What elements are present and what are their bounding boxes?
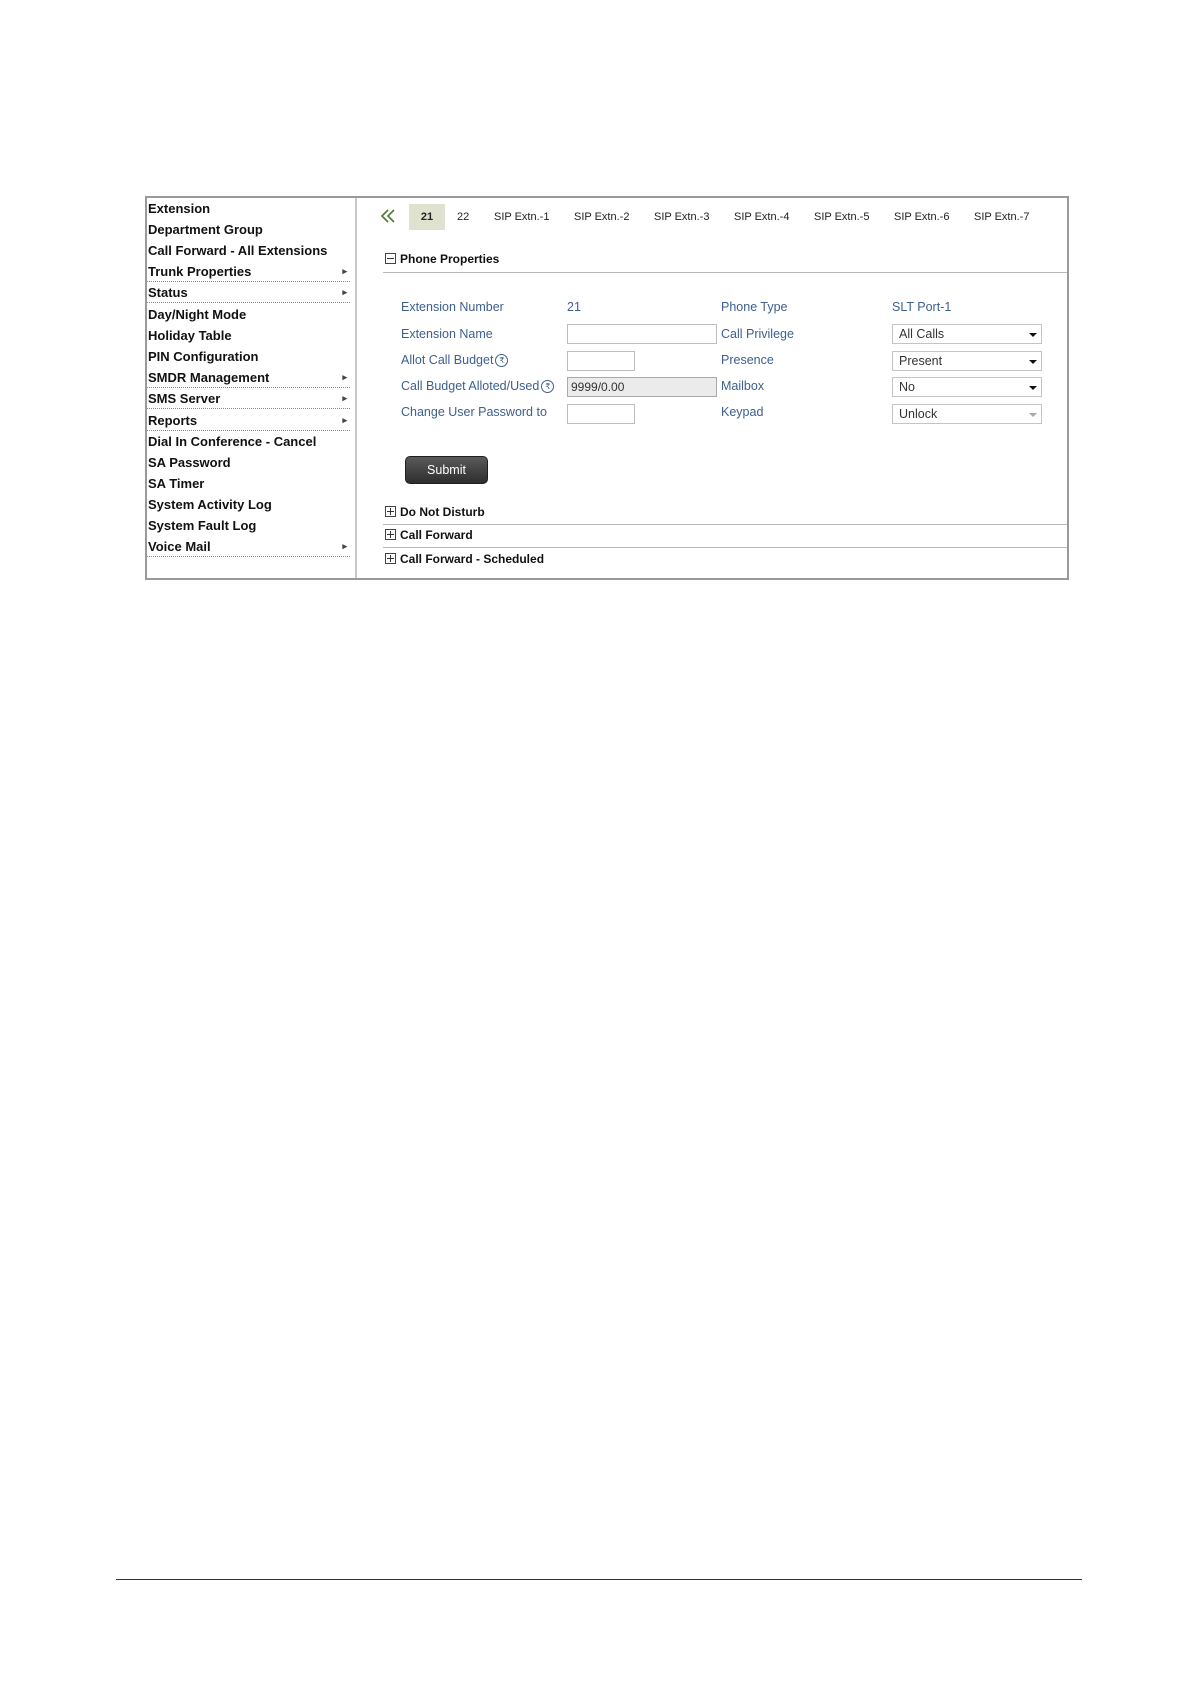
change-password-input[interactable]: [567, 404, 635, 424]
sidebar-item-label: Status: [148, 285, 188, 300]
sidebar-item[interactable]: [147, 346, 352, 367]
extension-tab[interactable]: 21: [409, 204, 445, 230]
extension-name-label: Extension Name: [401, 327, 493, 341]
sidebar-item-label: SA Password: [148, 455, 231, 470]
sidebar-item[interactable]: [147, 473, 352, 494]
extension-tab[interactable]: SIP Extn.-1: [494, 211, 550, 223]
dropdown-arrow-icon: [1029, 413, 1037, 417]
presence-label: Presence: [721, 353, 774, 367]
allot-call-budget-label: [401, 353, 508, 367]
change-password-label: Change User Password to: [401, 405, 547, 419]
extension-tab[interactable]: SIP Extn.-7: [974, 211, 1030, 223]
sidebar-item[interactable]: [147, 431, 352, 452]
submenu-arrow-icon: ▸: [342, 287, 347, 297]
allot-call-budget-input[interactable]: [567, 351, 635, 371]
sidebar-item-label: Voice Mail: [148, 539, 211, 554]
sidebar-item[interactable]: [147, 282, 350, 303]
sidebar-item[interactable]: [147, 219, 352, 240]
sidebar-item[interactable]: [147, 198, 352, 219]
sidebar-item-label: Dial In Conference - Cancel: [148, 434, 317, 449]
submit-button[interactable]: Submit: [405, 456, 488, 484]
sidebar-item-label: Call Forward - All Extensions: [148, 243, 328, 258]
keypad-select[interactable]: [892, 404, 1042, 424]
sidebar-item-label: Department Group: [148, 222, 263, 237]
extension-number-label: Extension Number: [401, 300, 504, 314]
extension-tab[interactable]: SIP Extn.-5: [814, 211, 870, 223]
call-forward-header[interactable]: [383, 524, 1069, 546]
sidebar-item[interactable]: [147, 494, 352, 515]
extension-tab[interactable]: SIP Extn.-3: [654, 211, 710, 223]
sidebar-item-label: SMS Server: [148, 391, 221, 406]
extension-tab[interactable]: SIP Extn.-6: [894, 211, 950, 223]
expand-icon[interactable]: [385, 529, 396, 540]
submenu-arrow-icon: ▸: [342, 393, 347, 403]
expand-icon[interactable]: [385, 553, 396, 564]
sidebar-item[interactable]: [147, 536, 350, 557]
sidebar-item-label: System Activity Log: [148, 497, 272, 512]
extension-name-input[interactable]: [567, 324, 717, 344]
call-privilege-value: All Calls: [899, 327, 945, 341]
sidebar-item-label: Holiday Table: [148, 328, 232, 343]
mailbox-select[interactable]: [892, 377, 1042, 397]
submenu-arrow-icon: ▸: [342, 415, 347, 425]
call-forward-title: Call Forward: [400, 528, 473, 542]
phone-properties-title: Phone Properties: [400, 252, 500, 266]
phone-type-value: SLT Port-1: [892, 300, 952, 314]
sidebar-item-label: SMDR Management: [148, 370, 270, 385]
call-budget-used-label: [401, 379, 554, 393]
sidebar-item-label: PIN Configuration: [148, 349, 259, 364]
mailbox-label: Mailbox: [721, 379, 765, 393]
collapse-icon[interactable]: [385, 253, 396, 264]
sidebar-item-label: System Fault Log: [148, 518, 257, 533]
sidebar-item-label: Reports: [148, 413, 198, 428]
call-privilege-label: Call Privilege: [721, 327, 794, 341]
sidebar-item[interactable]: [147, 515, 352, 536]
section-divider: [383, 272, 1069, 273]
dropdown-arrow-icon: [1029, 360, 1037, 364]
dropdown-arrow-icon: [1029, 333, 1037, 337]
call-forward-scheduled-title: Call Forward - Scheduled: [400, 552, 545, 566]
sidebar-item[interactable]: [147, 261, 350, 282]
sidebar-item-label: Day/Night Mode: [148, 307, 247, 322]
sidebar-item[interactable]: [147, 410, 350, 431]
sidebar-item-label: Trunk Properties: [148, 264, 252, 279]
presence-select[interactable]: [892, 351, 1042, 371]
do-not-disturb-title: Do Not Disturb: [400, 505, 485, 519]
sidebar-item-label: SA Timer: [148, 476, 205, 491]
submenu-arrow-icon: ▸: [342, 372, 347, 382]
extension-tab[interactable]: SIP Extn.-4: [734, 211, 790, 223]
call-budget-used-field: [567, 377, 717, 397]
keypad-label: Keypad: [721, 405, 764, 419]
rupee-icon: ₹: [495, 354, 508, 367]
expand-icon[interactable]: [385, 506, 396, 517]
submenu-arrow-icon: ▸: [342, 541, 347, 551]
allot-call-budget-text: Allot Call Budget: [401, 353, 494, 367]
rupee-icon: ₹: [541, 380, 554, 393]
sidebar-menu: [147, 198, 357, 578]
sidebar-item[interactable]: [147, 325, 352, 346]
submenu-arrow-icon: ▸: [342, 266, 347, 276]
presence-value: Present: [899, 354, 943, 368]
call-budget-used-text: Call Budget Alloted/Used: [401, 379, 540, 393]
sidebar-item[interactable]: [147, 304, 352, 325]
sidebar-item[interactable]: [147, 452, 352, 473]
extension-tab[interactable]: SIP Extn.-2: [574, 211, 630, 223]
sidebar-item[interactable]: [147, 240, 352, 261]
extension-tab-bar: [379, 204, 1069, 230]
sidebar-item-label: Extension: [148, 201, 211, 216]
extension-settings-panel: [145, 196, 1069, 580]
page-footer-rule: [116, 1579, 1082, 1580]
sidebar-item[interactable]: [147, 388, 350, 409]
do-not-disturb-header[interactable]: [383, 501, 1069, 523]
double-chevron-left-icon[interactable]: [379, 206, 397, 226]
extension-number-value: 21: [567, 300, 581, 314]
dropdown-arrow-icon: [1029, 386, 1037, 390]
extension-tab[interactable]: 22: [457, 211, 470, 223]
phone-properties-header[interactable]: [383, 248, 1069, 270]
call-forward-scheduled-header[interactable]: [383, 548, 1069, 570]
mailbox-value: No: [899, 380, 915, 394]
phone-type-label: Phone Type: [721, 300, 788, 314]
sidebar-item[interactable]: [147, 367, 350, 388]
keypad-value: Unlock: [899, 407, 938, 421]
call-privilege-select[interactable]: [892, 324, 1042, 344]
